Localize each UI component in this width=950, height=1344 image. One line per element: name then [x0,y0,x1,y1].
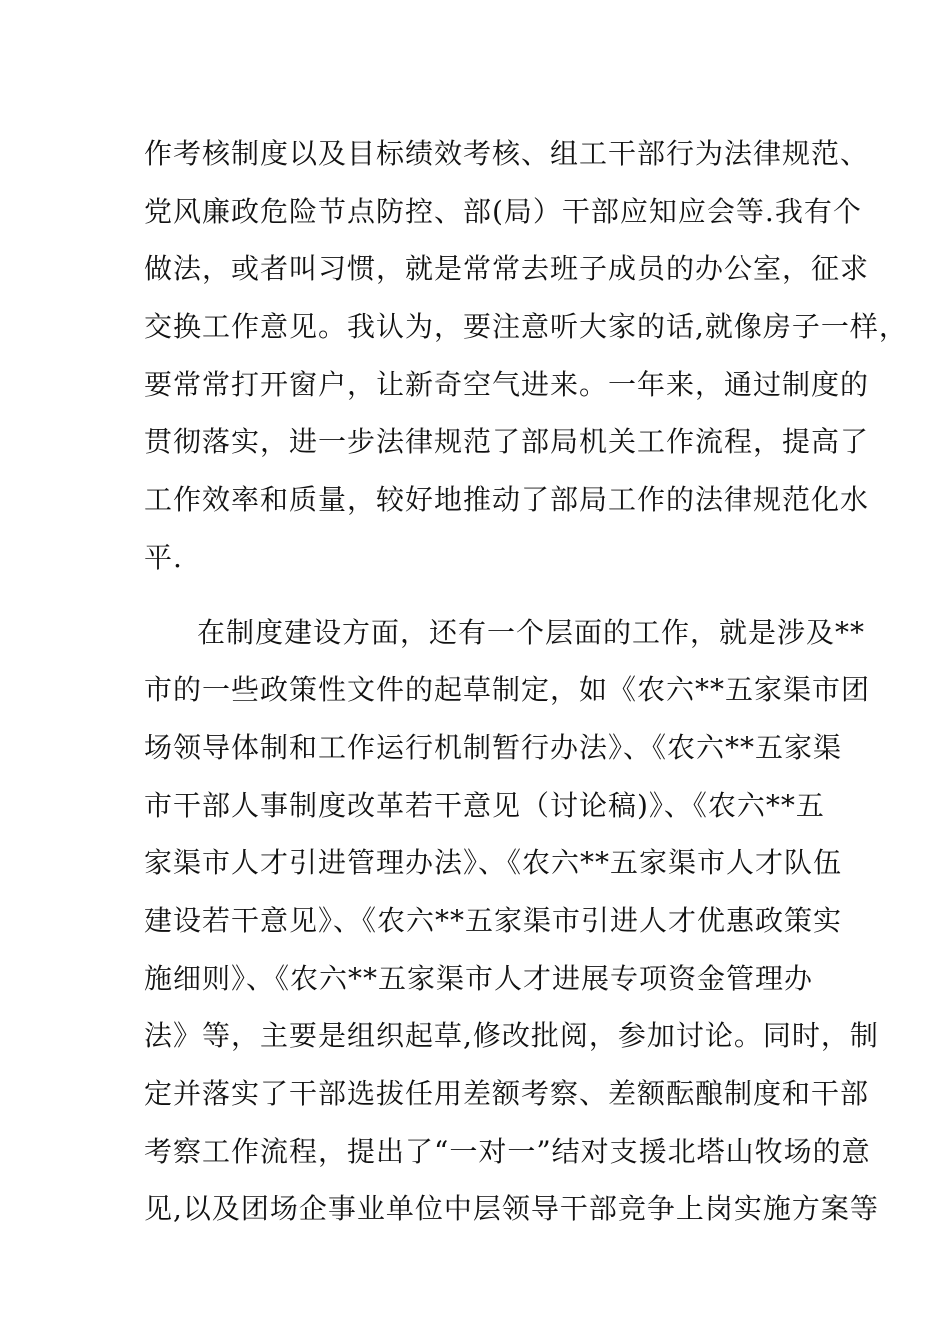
paragraph-1-line-3: 做法，或者叫习惯，就是常常去班子成员的办公室，征求 [144,252,870,286]
paragraph-2-line-2: 市的一些政策性文件的起草制定，如《农六**五家渠市团 [144,673,871,707]
paragraph-1-line-5: 要常常打开窗户，让新奇空气进来。一年来，通过制度的 [144,367,870,401]
paragraph-2-line-1: 在制度建设方面，还有一个层面的工作，就是涉及** [197,615,866,649]
paragraph-2-line-7: 施细则》、《农六**五家渠市人才进展专项资金管理办 [144,961,814,995]
paragraph-spacing [144,587,814,604]
document-body [144,125,908,1238]
paragraph-1-line-1: 作考核制度以及目标绩效考核、组工干部行为法律规范、 [144,137,870,170]
paragraph-1-line-2: 党风廉政危险节点防控、部(局）干部应知应会等.我有个 [144,194,862,228]
paragraph-2-line-9: 定并落实了干部选拔任用差额考察、差额酝酿制度和干部 [144,1077,870,1110]
paragraph-1-line-7: 工作效率和质量，较好地推动了部局工作的法律规范化水 [144,483,870,517]
paragraph-1-line-4: 交换工作意见。我认为，要注意听大家的话,就像房子一样， [144,310,908,344]
paragraph-1-line-6: 贯彻落实，进一步法律规范了部局机关工作流程，提高了 [144,425,870,459]
paragraph-2-line-5: 家渠市人才引进管理办法》、《农六**五家渠市人才队伍 [144,846,843,880]
paragraph-2-line-4: 市干部人事制度改革若干意见（讨论稿)》、《农六**五 [144,788,825,822]
paragraph-2 [144,604,879,1239]
paragraph-2-line-11: 见,以及团场企事业单位中层领导干部竞争上岗实施方案等 [144,1192,879,1226]
paragraph-1 [144,125,908,587]
paragraph-2-line-3: 场领导体制和工作运行机制暂行办法》、《农六**五家渠 [144,730,843,764]
paragraph-2-line-6: 建设若干意见》、《农六**五家渠市引进人才优惠政策实 [144,903,843,937]
paragraph-2-line-10: 考察工作流程，提出了“一对一”结对支援北塔山牧场的意 [144,1134,871,1168]
paragraph-2-line-8: 法》等，主要是组织起草,修改批阅，参加讨论。同时，制 [144,1019,879,1053]
paragraph-1-line-8: 平. [144,540,183,574]
